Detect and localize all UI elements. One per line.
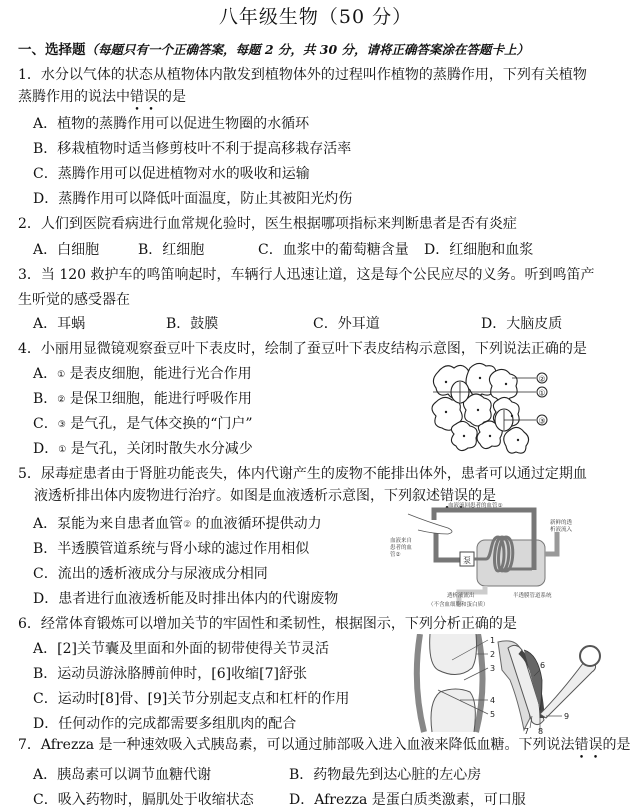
option-text: 患者进行血液透析能及时排出体内的代谢废物 [58,591,339,607]
option-d[interactable] [289,789,526,809]
option-text: 泵能为来自患者血管 [57,516,184,532]
option-a[interactable] [33,313,85,333]
option-text: 运动员游泳胳膊前伸时，[6]收缩[7]舒张 [57,666,307,682]
option-c[interactable] [33,163,310,183]
option-text: 血浆中的葡萄糖含量 [282,242,409,258]
svg-text:6: 6 [540,661,546,670]
option-text: 鼓膜 [190,316,219,332]
circled-number: ① [57,370,66,380]
option-label: C． [258,242,283,258]
stem-text: 液透析排出体内废物进行治疗。如图是血液透析示意图，下列叙述 [34,488,440,504]
svg-text:②: ② [538,374,546,384]
svg-text:2: 2 [490,650,496,659]
question-number: 7． [18,737,41,753]
circled-number: ③ [57,420,66,430]
section-heading [18,38,529,58]
emphasis-char: 误 [144,89,158,105]
option-label: D． [481,316,507,332]
section-title: 一、选择题 [18,42,86,58]
option-c[interactable] [33,563,268,583]
option-d[interactable] [33,588,338,608]
option-text: 是表皮细胞，能进行光合作用 [69,366,252,382]
option-text: 胰岛素可以调节血糖代谢 [57,767,212,783]
svg-text:患者的血: 患者的血 [390,545,413,551]
svg-text:析液流入: 析液流入 [550,527,573,533]
option-b[interactable] [166,313,218,333]
option-a[interactable] [33,513,322,533]
svg-text:③: ③ [538,416,546,426]
question-stem [18,64,587,84]
option-text: 蒸腾作用可以促进植物对水的吸收和运输 [57,166,310,182]
svg-text:1: 1 [490,636,496,645]
question-stem-line2: 生听觉的感受器在 [18,292,130,308]
option-label: C． [33,416,58,432]
svg-text:管②: 管② [390,552,401,558]
option-text: 半透膜管道系统与肾小球的滤过作用相似 [57,541,310,557]
option-label: C． [33,566,58,582]
svg-text:5: 5 [490,710,496,719]
option-label: A． [33,641,58,657]
option-text: 流出的透析液成分与尿液成分相同 [57,566,268,582]
option-label: A． [33,242,58,258]
option-label: D． [33,716,59,732]
option-text: 红细胞 [162,242,205,258]
stem-text: 人们到医院看病进行血常规化验时，医生根据哪项指标来判断患者是否有炎症 [40,216,517,232]
option-label: C． [33,166,58,182]
option-a[interactable] [33,363,252,383]
option-label: C． [313,316,338,332]
question-stem [18,734,631,754]
option-label: D． [289,792,315,808]
svg-text:血液流回患者的血管①: 血液流回患者的血管① [448,503,503,509]
option-text: Afrezza 是蛋白质类激素，可口服 [314,792,526,808]
option-d[interactable] [33,713,296,733]
stem-text: 的是 [158,89,186,105]
option-label: B． [289,767,314,783]
question-stem [18,264,595,284]
question-stem [18,463,587,483]
stem-text: 的是 [602,737,631,753]
option-text: 是保卫细胞，能进行呼吸作用 [69,391,252,407]
svg-text:4: 4 [490,696,496,705]
option-label: D． [33,591,59,607]
stem-text: 的是 [468,488,496,504]
svg-text:半透膜管道系统: 半透膜管道系统 [513,593,552,599]
svg-text:（不含血细胞和蛋白质）: （不含血细胞和蛋白质） [428,602,489,608]
emphasis-char: 误 [588,737,603,753]
option-b[interactable] [289,764,481,784]
option-c[interactable] [33,789,254,809]
option-a[interactable] [33,113,309,133]
option-text: 药物最先到达心脏的左心房 [313,767,482,783]
option-text: 白细胞 [57,242,100,258]
option-text: 吸入药物时，膈肌处于收缩状态 [57,792,254,808]
option-text: 耳蜗 [57,316,86,332]
option-b[interactable] [33,388,252,408]
stem-text: 小丽用显微镜观察蚕豆叶下表皮时，绘制了蚕豆叶下表皮结构示意图，下列说法正确的是 [40,341,587,357]
option-text: 是气孔，关闭时散失水分减少 [70,441,253,457]
emphasis-char: 错 [574,737,589,753]
option-text: 大脑皮质 [506,316,563,332]
arm-muscle-diagram [494,636,604,734]
option-b[interactable] [138,239,204,259]
option-a[interactable] [33,239,99,259]
option-text: 任何动作的完成都需要多组肌肉的配合 [58,716,297,732]
question-number: 6． [18,616,41,632]
option-text: 外耳道 [337,316,380,332]
option-text: 是气孔，是气体交换的“门户” [70,416,253,432]
question-number: 2． [18,216,41,232]
svg-text:新鲜的透: 新鲜的透 [550,520,573,526]
option-text: 的血液循环提供动力 [191,516,322,532]
option-text: [2]关节囊及里面和外面的韧带使得关节灵活 [57,641,329,657]
option-c[interactable] [258,239,409,259]
option-label: A． [33,116,58,132]
stem-text: 水分以气体的状态从植物体内散发到植物体外的过程叫作植物的蒸腾作用，下列有关植物 [40,67,587,83]
stem-text: Afrezza 是一种速效吸入式胰岛素，可以通过肺部吸入进入血液来降低血糖。下列说法 [40,737,575,753]
option-label: B． [33,391,58,407]
option-label: A． [33,516,58,532]
question-number: 1． [18,67,41,83]
leaf-epidermis-diagram [428,360,553,460]
stem-text: 当 120 救护车的鸣笛响起时，车辆行人迅速让道，这是每个公民应尽的义务。听到鸣笛产 [40,267,595,283]
option-b[interactable] [33,663,307,683]
option-label: B． [33,541,58,557]
question-number: 3． [18,267,41,283]
option-d[interactable] [33,438,253,458]
emphasis-char: 错 [130,89,144,105]
circled-number: ② [57,395,66,405]
option-label: A． [33,767,58,783]
question-stem [18,338,587,358]
hemodialysis-diagram [390,502,600,610]
option-label: A． [33,366,58,382]
option-c[interactable] [33,688,349,708]
option-label: C． [33,792,58,808]
stem-text: 经常体育锻炼可以增加关节的牢固性和柔韧性，根据图示，下列分析正确的是 [40,616,517,632]
option-c[interactable] [313,313,380,333]
page-title: 八年级生物（50 分） [218,6,413,28]
option-d[interactable] [33,188,352,208]
svg-text:①: ① [538,388,546,398]
option-label: D． [424,242,450,258]
option-label: B． [166,316,191,332]
option-label: D． [33,191,59,207]
option-d[interactable] [481,313,562,333]
stem-text: 蒸腾作用的说法中 [18,89,130,105]
option-label: C． [33,691,58,707]
svg-text:9: 9 [564,712,570,721]
option-b[interactable] [33,138,351,158]
emphasis-char: 误 [454,488,468,504]
option-label: D． [33,441,59,457]
svg-text:7: 7 [524,727,530,734]
question-stem-line2 [18,86,186,106]
svg-text:血液来自: 血液来自 [390,538,413,544]
option-text: 植物的蒸腾作用可以促进生物圈的水循环 [57,116,310,132]
option-text: 红细胞和血浆 [449,242,534,258]
question-stem [18,613,517,633]
option-c[interactable] [33,413,253,433]
question-stem [18,213,517,233]
question-number: 5． [18,466,41,482]
question-number: 4． [18,341,41,357]
svg-text:透析液流出: 透析液流出 [447,593,475,599]
svg-text:8: 8 [538,727,544,734]
knee-joint-diagram [408,634,500,734]
option-text: 移栽植物时适当修剪枝叶不利于提高移栽存活率 [57,141,352,157]
option-label: B． [33,666,58,682]
option-text: 运动时[8]骨、[9]关节分别起支点和杠杆的作用 [57,691,350,707]
option-label: B． [138,242,163,258]
option-a[interactable] [33,764,211,784]
section-note: （每题只有一个正确答案，每题 2 分，共 30 分，请将正确答案涂在答题卡上） [85,42,530,57]
circled-number: ① [58,445,67,455]
option-label: B． [33,141,58,157]
option-b[interactable] [33,538,309,558]
circled-number: ② [183,520,192,530]
emphasis-char: 错 [440,488,454,504]
svg-text:泵: 泵 [463,556,471,565]
option-a[interactable] [33,638,329,658]
stem-text: 尿毒症患者由于肾脏功能丧失，体内代谢产生的废物不能排出体外，患者可以通过定期血 [40,466,587,482]
option-label: A． [33,316,58,332]
option-text: 蒸腾作用可以降低叶面温度，防止其被阳光灼伤 [58,191,353,207]
svg-text:3: 3 [490,664,496,673]
option-d[interactable] [424,239,533,259]
